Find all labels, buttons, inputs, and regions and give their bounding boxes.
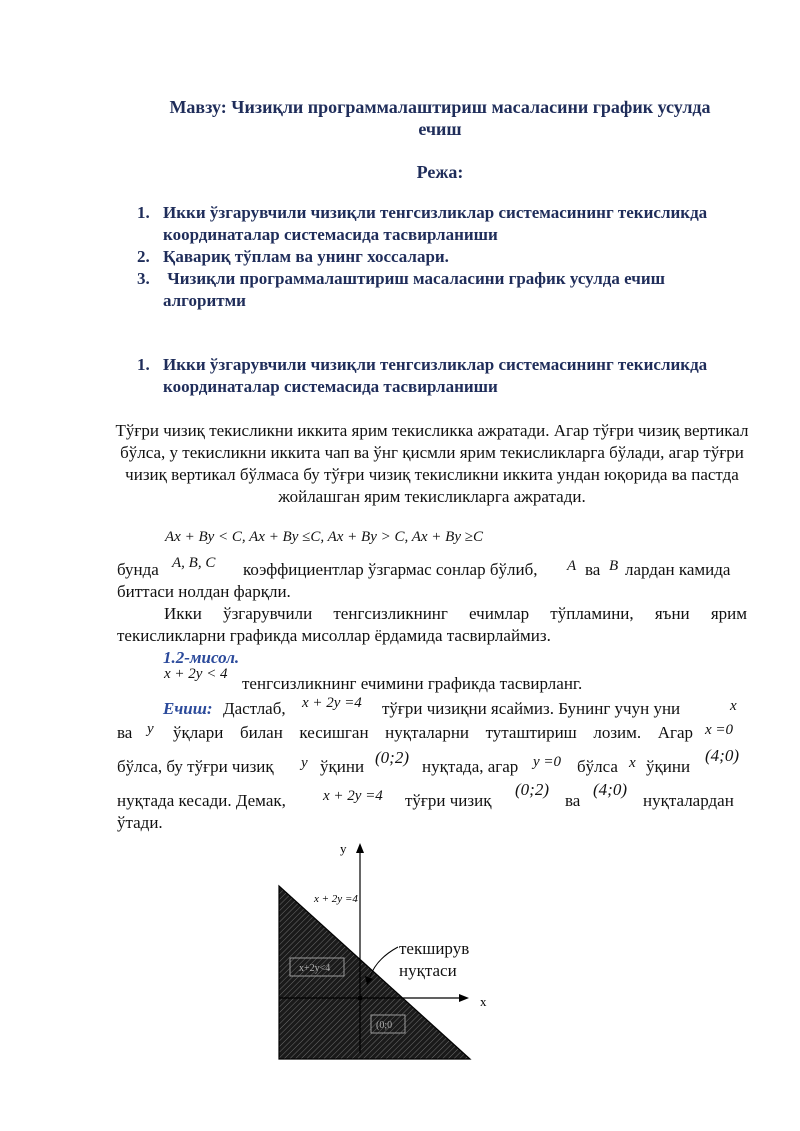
text-run: ўқини [646,757,691,776]
point-4-0: (4;0) [705,746,739,765]
plan-item-number: 1. [137,203,150,222]
plan-item-text: Икки ўзгарувчили чизиқли тенгсизликлар системасининг текисликда координаталар системасида тасвирланиши [163,203,708,244]
text-run: нуқталардан [643,791,734,810]
solution-line3 [117,746,747,778]
origin-point [358,996,363,1001]
math-b: B [609,558,619,574]
text-run: коэффициентлар ўзгармас сонлар бўлиб, [243,560,538,579]
plan-item [137,202,747,246]
solution-line4 [117,780,747,812]
y-axis-arrow [356,843,364,853]
section-number: 1. [137,355,150,374]
point-0-2: (0;2) [375,748,409,767]
section-title: Икки ўзгарувчили чизиқли тенгсизликлар системасининг текисликда координаталар системасида тасвирланиши [163,355,708,396]
math-y: y [147,721,154,737]
x-axis-arrow [459,994,469,1002]
text-run: нуқтада кесади. Демак, [117,791,286,810]
plan-item [137,246,747,268]
text-run: ва [117,723,133,742]
callout-text [399,938,469,982]
text-run: бўлса [577,757,618,776]
text-run: тўғри чизиқни ясаймиз. Бунинг учун уни [382,699,681,718]
text-run: бўлса, бу тўғри чизиқ [117,757,274,776]
solution-line5: ўтади. [117,813,163,832]
example-text: тенгсизликнинг ечимини графикда тасвирланг. [242,674,583,693]
plan-item-text: Чизиқли программалаштириш масаласини график усулда ечиш алгоритми [163,269,670,310]
plan-item-text: Қавариқ тўплам ва унинг хоссалари. [163,247,449,266]
example-formula: x + 2y < 4 [164,666,228,682]
math-a: A [567,558,577,574]
plan-heading: Режа: [416,162,464,182]
intro-paragraph: Тўғри чизиқ текисликни иккита ярим текисликка ажратади. Агар тўғри чизиқ вертикал бўлса, у текисликни иккита чап ва ўнг қисмли ярим текисликларга бўлади, агар тўғри чизиқ вертикал бўлмаса бу тўғри чизиқ текисликни иккита ундан юқорида ва пастда жойлашган ярим текисликларга ажратади. [115,421,749,506]
coefficients-line [117,555,747,581]
page-title: Мавзу: Чизиқли программалаштириш масаласини график усулда ечиш [169,97,711,139]
math-line-eq: x + 2y =4 [323,788,383,804]
section-heading [137,354,747,398]
y-axis-label: y [340,841,347,856]
text-run: ўқлари билан кесишган нуқталарни туташтириш лозим. Агар [173,723,693,742]
text-run: бунда [117,560,159,579]
solution-label: Ечиш: [163,699,213,718]
math-line-eq: x + 2y =4 [302,695,362,711]
point-4-0: (4;0) [593,780,627,799]
math-y0: y =0 [533,754,562,770]
math-x: x [730,698,737,714]
text-run: тўғри чизиқ [405,791,492,810]
math-coefficients: A, B, C [172,555,216,571]
text-run: ва [565,791,581,810]
plan-item-number: 3. [137,269,150,288]
point-0-2: (0;2) [515,780,549,799]
text-run: Дастлаб, [223,699,286,718]
coefficients-line-end: биттаси нолдан фарқли. [117,582,291,601]
para2-line2: текисликларни графикда мисоллар ёрдамида тасвирлаймиз. [117,626,551,645]
check-point-label: (0;0 [376,1020,393,1031]
para2-line1: Икки ўзгарувчили тенгсизликнинг ечимлар тўпламини, яъни ярим [164,604,747,623]
plan-list [137,202,747,312]
solution-line2 [117,722,747,744]
text-run: ва [585,560,601,579]
math-y: y [301,755,308,771]
half-plane-graph [270,835,510,1065]
text-run: нуқтада, агар [422,757,519,776]
region-label: x+2y<4 [299,963,331,974]
example-label: 1.2-мисол. [163,648,240,667]
inequalities-formula: Ax + By < C, Ax + By ≤C, Ax + By > C, Ax + By ≥C [165,529,483,545]
line-equation-label: x + 2y =4 [314,893,358,905]
callout-line1: текширув [399,939,470,958]
math-x: x [629,755,636,771]
plan-item [137,268,747,312]
text-run: лардан камида [625,560,731,579]
x-axis-label: x [480,994,487,1009]
solution-line1 [117,695,747,720]
plan-item-number: 2. [137,247,150,266]
math-x0: x =0 [705,722,734,738]
callout-line2: нуқтаси [399,961,457,980]
text-run: ўқини [320,757,365,776]
